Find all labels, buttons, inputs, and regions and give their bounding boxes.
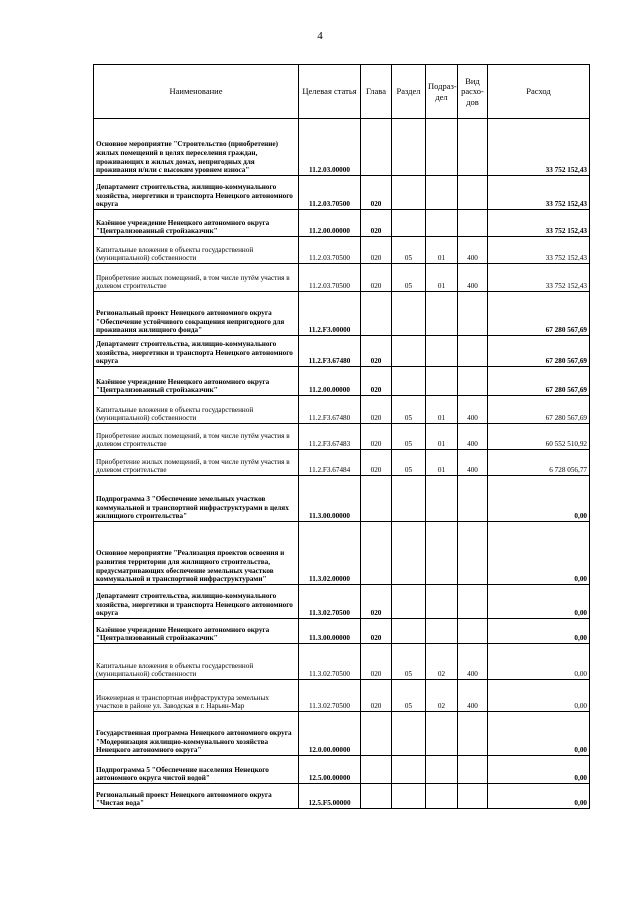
cell-razdel	[392, 119, 426, 176]
table-row	[94, 396, 590, 424]
cell-podrazdel	[426, 176, 458, 210]
cell-target-article: 11.2.F3.67480	[299, 396, 361, 424]
cell-razdel	[392, 522, 426, 585]
cell-vid-rashodov	[458, 176, 488, 210]
cell-glava: 020	[361, 367, 392, 396]
cell-podrazdel	[426, 522, 458, 585]
cell-target-article: 11.2.03.00000	[299, 119, 361, 176]
cell-target-article: 11.2.00.00000	[299, 367, 361, 396]
cell-name: Государственная программа Ненецкого автономного округа "Модернизация жилищно-коммунального хозяйства Ненецкого автономного округа"	[94, 712, 299, 756]
cell-amount: 0,00	[488, 522, 590, 585]
header-glava: Глава	[361, 65, 392, 119]
table-row	[94, 264, 590, 292]
cell-target-article: 11.2.03.70500	[299, 237, 361, 264]
cell-name: Инженерная и транспортная инфраструктура земельных участков в районе ул. Заводская в г. Нарьян-Мар	[94, 680, 299, 712]
cell-razdel: 05	[392, 424, 426, 450]
cell-target-article: 12.0.00.00000	[299, 712, 361, 756]
cell-amount: 33 752 152,43	[488, 264, 590, 292]
table-row	[94, 237, 590, 264]
cell-razdel: 05	[392, 396, 426, 424]
cell-name: Приобретение жилых помещений, в том числе путём участия в долевом строительстве	[94, 450, 299, 476]
cell-target-article: 11.2.F3.00000	[299, 292, 361, 336]
cell-vid-rashodov	[458, 712, 488, 756]
cell-podrazdel	[426, 476, 458, 522]
cell-amount: 0,00	[488, 712, 590, 756]
table-row	[94, 367, 590, 396]
cell-amount: 0,00	[488, 619, 590, 644]
cell-razdel: 05	[392, 450, 426, 476]
cell-amount: 33 752 152,43	[488, 119, 590, 176]
cell-razdel	[392, 336, 426, 367]
cell-name: Региональный проект Ненецкого автономного округа "Обеспечение устойчивого сокращения непригодного для проживания жилищного фонда"	[94, 292, 299, 336]
cell-name: Подпрограмма 3 "Обеспечение земельных участков коммунальной и транспортной инфраструктурами в целях жилищного строительства"	[94, 476, 299, 522]
cell-podrazdel: 01	[426, 264, 458, 292]
cell-podrazdel	[426, 585, 458, 619]
table-body	[94, 119, 590, 809]
table-header-row	[94, 65, 590, 119]
cell-vid-rashodov: 400	[458, 644, 488, 680]
cell-name: Приобретение жилых помещений, в том числе путём участия в долевом строительстве	[94, 424, 299, 450]
cell-name: Основное мероприятие "Строительство (приобретение) жилых помещений в целях переселения граждан, проживающих в жилых домах, непригодных для проживания и/или с высоким уровнем износа"	[94, 119, 299, 176]
cell-target-article: 11.3.02.70500	[299, 585, 361, 619]
cell-name: Казённое учреждение Ненецкого автономного округа "Централизованный стройзаказчик"	[94, 619, 299, 644]
table-row	[94, 424, 590, 450]
cell-amount: 33 752 152,43	[488, 210, 590, 237]
cell-glava: 020	[361, 424, 392, 450]
cell-vid-rashodov	[458, 336, 488, 367]
cell-razdel	[392, 476, 426, 522]
cell-podrazdel: 02	[426, 644, 458, 680]
cell-glava	[361, 784, 392, 809]
table-row	[94, 756, 590, 784]
table-row	[94, 176, 590, 210]
cell-target-article: 11.3.02.70500	[299, 680, 361, 712]
table-row	[94, 210, 590, 237]
table-row	[94, 336, 590, 367]
cell-vid-rashodov: 400	[458, 424, 488, 450]
cell-podrazdel	[426, 119, 458, 176]
cell-amount: 0,00	[488, 644, 590, 680]
cell-target-article: 11.3.00.00000	[299, 476, 361, 522]
cell-target-article: 11.2.03.70500	[299, 264, 361, 292]
cell-glava: 020	[361, 396, 392, 424]
cell-amount: 67 280 567,69	[488, 336, 590, 367]
cell-name: Департамент строительства, жилищно-коммунального хозяйства, энергетики и транспорта Ненецкого автономного округа	[94, 176, 299, 210]
cell-vid-rashodov: 400	[458, 396, 488, 424]
cell-amount: 60 552 510,92	[488, 424, 590, 450]
cell-vid-rashodov	[458, 476, 488, 522]
cell-name: Региональный проект Ненецкого автономного округа "Чистая вода"	[94, 784, 299, 809]
cell-name: Казённое учреждение Ненецкого автономного округа "Централизованный стройзаказчик"	[94, 210, 299, 237]
header-target-article: Целевая статья	[299, 65, 361, 119]
cell-target-article: 11.3.02.70500	[299, 644, 361, 680]
cell-amount: 0,00	[488, 585, 590, 619]
cell-podrazdel	[426, 756, 458, 784]
cell-glava: 020	[361, 450, 392, 476]
cell-name: Приобретение жилых помещений, в том числе путём участия в долевом строительстве	[94, 264, 299, 292]
cell-podrazdel	[426, 712, 458, 756]
cell-vid-rashodov	[458, 784, 488, 809]
cell-target-article: 11.2.03.70500	[299, 176, 361, 210]
cell-amount: 33 752 152,43	[488, 176, 590, 210]
cell-amount: 6 728 056,77	[488, 450, 590, 476]
cell-vid-rashodov	[458, 619, 488, 644]
cell-name: Подпрограмма 5 "Обеспечение населения Ненецкого автономного округа чистой водой"	[94, 756, 299, 784]
cell-vid-rashodov: 400	[458, 680, 488, 712]
cell-amount: 0,00	[488, 784, 590, 809]
cell-razdel: 05	[392, 680, 426, 712]
cell-razdel	[392, 367, 426, 396]
cell-amount: 0,00	[488, 680, 590, 712]
header-podrazdel: Подраз-дел	[426, 65, 458, 119]
cell-glava: 020	[361, 237, 392, 264]
cell-razdel	[392, 784, 426, 809]
table-row	[94, 119, 590, 176]
cell-name: Департамент строительства, жилищно-коммунального хозяйства, энергетики и транспорта Ненецкого автономного округа	[94, 585, 299, 619]
cell-podrazdel	[426, 336, 458, 367]
cell-vid-rashodov	[458, 367, 488, 396]
cell-razdel	[392, 176, 426, 210]
cell-glava: 020	[361, 176, 392, 210]
cell-glava	[361, 756, 392, 784]
cell-podrazdel: 01	[426, 396, 458, 424]
table-row	[94, 522, 590, 585]
cell-target-article: 11.3.00.00000	[299, 619, 361, 644]
cell-podrazdel: 01	[426, 450, 458, 476]
table-row	[94, 292, 590, 336]
cell-name: Казённое учреждение Ненецкого автономного округа "Централизованный стройзаказчик"	[94, 367, 299, 396]
cell-razdel	[392, 210, 426, 237]
cell-target-article: 11.2.F3.67480	[299, 336, 361, 367]
cell-razdel: 05	[392, 644, 426, 680]
header-vid-rashodov: Вид расхо-дов	[458, 65, 488, 119]
cell-razdel	[392, 712, 426, 756]
cell-vid-rashodov: 400	[458, 450, 488, 476]
cell-podrazdel: 02	[426, 680, 458, 712]
cell-glava: 020	[361, 210, 392, 237]
cell-glava: 020	[361, 585, 392, 619]
cell-amount: 0,00	[488, 476, 590, 522]
table-row	[94, 619, 590, 644]
cell-name: Капитальные вложения в объекты государственной (муниципальной) собственности	[94, 644, 299, 680]
cell-target-article: 11.2.00.00000	[299, 210, 361, 237]
table-row	[94, 784, 590, 809]
cell-razdel: 05	[392, 264, 426, 292]
cell-razdel	[392, 585, 426, 619]
header-rashod: Расход	[488, 65, 590, 119]
cell-amount: 67 280 567,69	[488, 396, 590, 424]
cell-amount: 0,00	[488, 756, 590, 784]
cell-razdel	[392, 756, 426, 784]
cell-podrazdel: 01	[426, 237, 458, 264]
budget-table	[93, 64, 590, 809]
cell-name: Основное мероприятие "Реализация проектов освоения и развития территории для жилищного строительства, предусматривающих обеспечение земельных участков коммунальной и транспортной инфраструктурами"	[94, 522, 299, 585]
header-name: Наименование	[94, 65, 299, 119]
cell-name: Капитальные вложения в объекты государственной (муниципальной) собственности	[94, 396, 299, 424]
cell-vid-rashodov	[458, 585, 488, 619]
cell-glava: 020	[361, 619, 392, 644]
cell-vid-rashodov	[458, 522, 488, 585]
cell-vid-rashodov	[458, 119, 488, 176]
cell-podrazdel: 01	[426, 424, 458, 450]
cell-glava: 020	[361, 336, 392, 367]
cell-razdel	[392, 619, 426, 644]
cell-vid-rashodov	[458, 756, 488, 784]
page-number: 4	[317, 30, 323, 42]
cell-target-article: 11.3.02.00000	[299, 522, 361, 585]
cell-glava: 020	[361, 680, 392, 712]
cell-target-article: 11.2.F3.67483	[299, 424, 361, 450]
cell-razdel: 05	[392, 237, 426, 264]
cell-name: Департамент строительства, жилищно-коммунального хозяйства, энергетики и транспорта Ненецкого автономного округа	[94, 336, 299, 367]
cell-podrazdel	[426, 210, 458, 237]
cell-amount: 33 752 152,43	[488, 237, 590, 264]
cell-glava: 020	[361, 644, 392, 680]
cell-glava	[361, 119, 392, 176]
table-row	[94, 712, 590, 756]
cell-glava	[361, 476, 392, 522]
cell-target-article: 12.5.F5.00000	[299, 784, 361, 809]
table-row	[94, 450, 590, 476]
cell-glava	[361, 712, 392, 756]
cell-podrazdel	[426, 784, 458, 809]
cell-amount: 67 280 567,69	[488, 367, 590, 396]
cell-podrazdel	[426, 292, 458, 336]
header-razdel: Раздел	[392, 65, 426, 119]
cell-vid-rashodov	[458, 292, 488, 336]
cell-glava	[361, 522, 392, 585]
cell-target-article: 11.2.F3.67484	[299, 450, 361, 476]
cell-amount: 67 280 567,69	[488, 292, 590, 336]
cell-glava: 020	[361, 264, 392, 292]
cell-podrazdel	[426, 619, 458, 644]
cell-target-article: 12.5.00.00000	[299, 756, 361, 784]
cell-name: Капитальные вложения в объекты государственной (муниципальной) собственности	[94, 237, 299, 264]
cell-vid-rashodov: 400	[458, 237, 488, 264]
table-row	[94, 644, 590, 680]
table-row	[94, 680, 590, 712]
cell-glava	[361, 292, 392, 336]
table-row	[94, 585, 590, 619]
cell-vid-rashodov	[458, 210, 488, 237]
table-row	[94, 476, 590, 522]
cell-podrazdel	[426, 367, 458, 396]
cell-vid-rashodov: 400	[458, 264, 488, 292]
cell-razdel	[392, 292, 426, 336]
